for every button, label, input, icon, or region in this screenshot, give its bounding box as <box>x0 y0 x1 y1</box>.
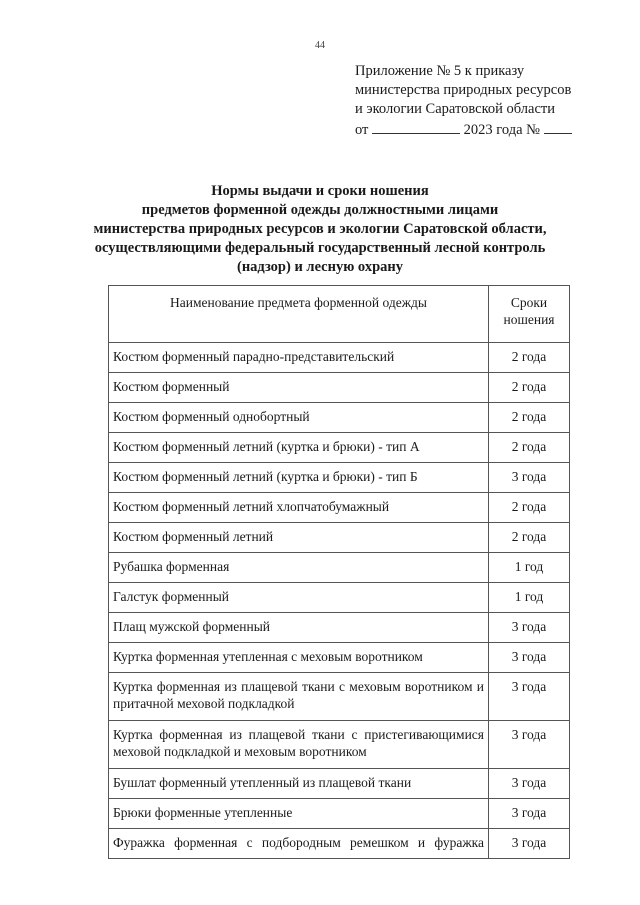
wear-term: 1 год <box>489 583 570 613</box>
header-wear-term: Сроки ношения <box>489 286 570 343</box>
table-row <box>109 829 570 859</box>
item-name: Костюм форменный летний (куртка и брюки) - тип А <box>109 433 489 463</box>
table-row <box>109 583 570 613</box>
document-title <box>60 182 580 277</box>
item-name: Рубашка форменная <box>109 553 489 583</box>
item-name: Костюм форменный однобортный <box>109 403 489 433</box>
item-name: Костюм форменный летний хлопчатобумажный <box>109 493 489 523</box>
uniform-norms-table <box>108 285 570 859</box>
appendix-header <box>355 62 615 140</box>
wear-term: 3 года <box>489 643 570 673</box>
table-row <box>109 721 570 769</box>
wear-term: 3 года <box>489 613 570 643</box>
table-row <box>109 373 570 403</box>
item-name: Плащ мужской форменный <box>109 613 489 643</box>
item-name: Костюм форменный <box>109 373 489 403</box>
wear-term: 2 года <box>489 373 570 403</box>
item-name: Брюки форменные утепленные <box>109 799 489 829</box>
item-name: Куртка форменная из плащевой ткани с пристегивающимися меховой подкладкой и меховым воротником <box>109 721 489 769</box>
wear-term: 2 года <box>489 433 570 463</box>
item-name: Костюм форменный парадно-представительский <box>109 343 489 373</box>
wear-term: 3 года <box>489 799 570 829</box>
table-row <box>109 799 570 829</box>
item-name: Куртка форменная из плащевой ткани с меховым воротником и притачной меховой подкладкой <box>109 673 489 721</box>
wear-term: 2 года <box>489 523 570 553</box>
appendix-line-2: министерства природных ресурсов <box>355 82 572 98</box>
table-header-row <box>109 286 570 343</box>
wear-term: 2 года <box>489 493 570 523</box>
wear-term: 1 год <box>489 553 570 583</box>
header-item-name: Наименование предмета форменной одежды <box>109 286 489 343</box>
table-row <box>109 673 570 721</box>
order-number-blank <box>544 119 572 134</box>
item-name: Фуражка форменная с подбородным ремешком и фуражка <box>109 829 489 859</box>
table-row <box>109 343 570 373</box>
item-name: Костюм форменный летний (куртка и брюки) - тип Б <box>109 463 489 493</box>
title-line-3: министерства природных ресурсов и экологии Саратовской области, <box>93 221 547 237</box>
table-row <box>109 553 570 583</box>
table-row <box>109 493 570 523</box>
table-row <box>109 643 570 673</box>
wear-term: 2 года <box>489 343 570 373</box>
table-row <box>109 433 570 463</box>
wear-term: 3 года <box>489 769 570 799</box>
date-blank <box>372 119 460 134</box>
title-line-4: осуществляющими федеральный государственный лесной контроль <box>94 240 546 256</box>
appendix-line-3: и экологии Саратовской области <box>355 101 555 117</box>
table-row <box>109 769 570 799</box>
page-number: 44 <box>315 40 325 51</box>
table-row <box>109 613 570 643</box>
wear-term: 3 года <box>489 463 570 493</box>
title-line-2: предметов форменной одежды должностными лицами <box>141 202 499 218</box>
wear-term: 3 года <box>489 721 570 769</box>
item-name: Бушлат форменный утепленный из плащевой ткани <box>109 769 489 799</box>
wear-term: 3 года <box>489 829 570 859</box>
wear-term: 3 года <box>489 673 570 721</box>
title-line-1: Нормы выдачи и сроки ношения <box>211 183 429 199</box>
year-text: 2023 года № <box>463 122 540 138</box>
item-name: Куртка форменная утепленная с меховым воротником <box>109 643 489 673</box>
from-prefix: от <box>355 122 369 138</box>
item-name: Костюм форменный летний <box>109 523 489 553</box>
appendix-line-1: Приложение № 5 к приказу <box>355 63 525 79</box>
wear-term: 2 года <box>489 403 570 433</box>
appendix-date-line <box>355 119 615 140</box>
table-row <box>109 403 570 433</box>
title-line-5: (надзор) и лесную охрану <box>237 259 403 275</box>
table-row <box>109 463 570 493</box>
table-row <box>109 523 570 553</box>
item-name: Галстук форменный <box>109 583 489 613</box>
